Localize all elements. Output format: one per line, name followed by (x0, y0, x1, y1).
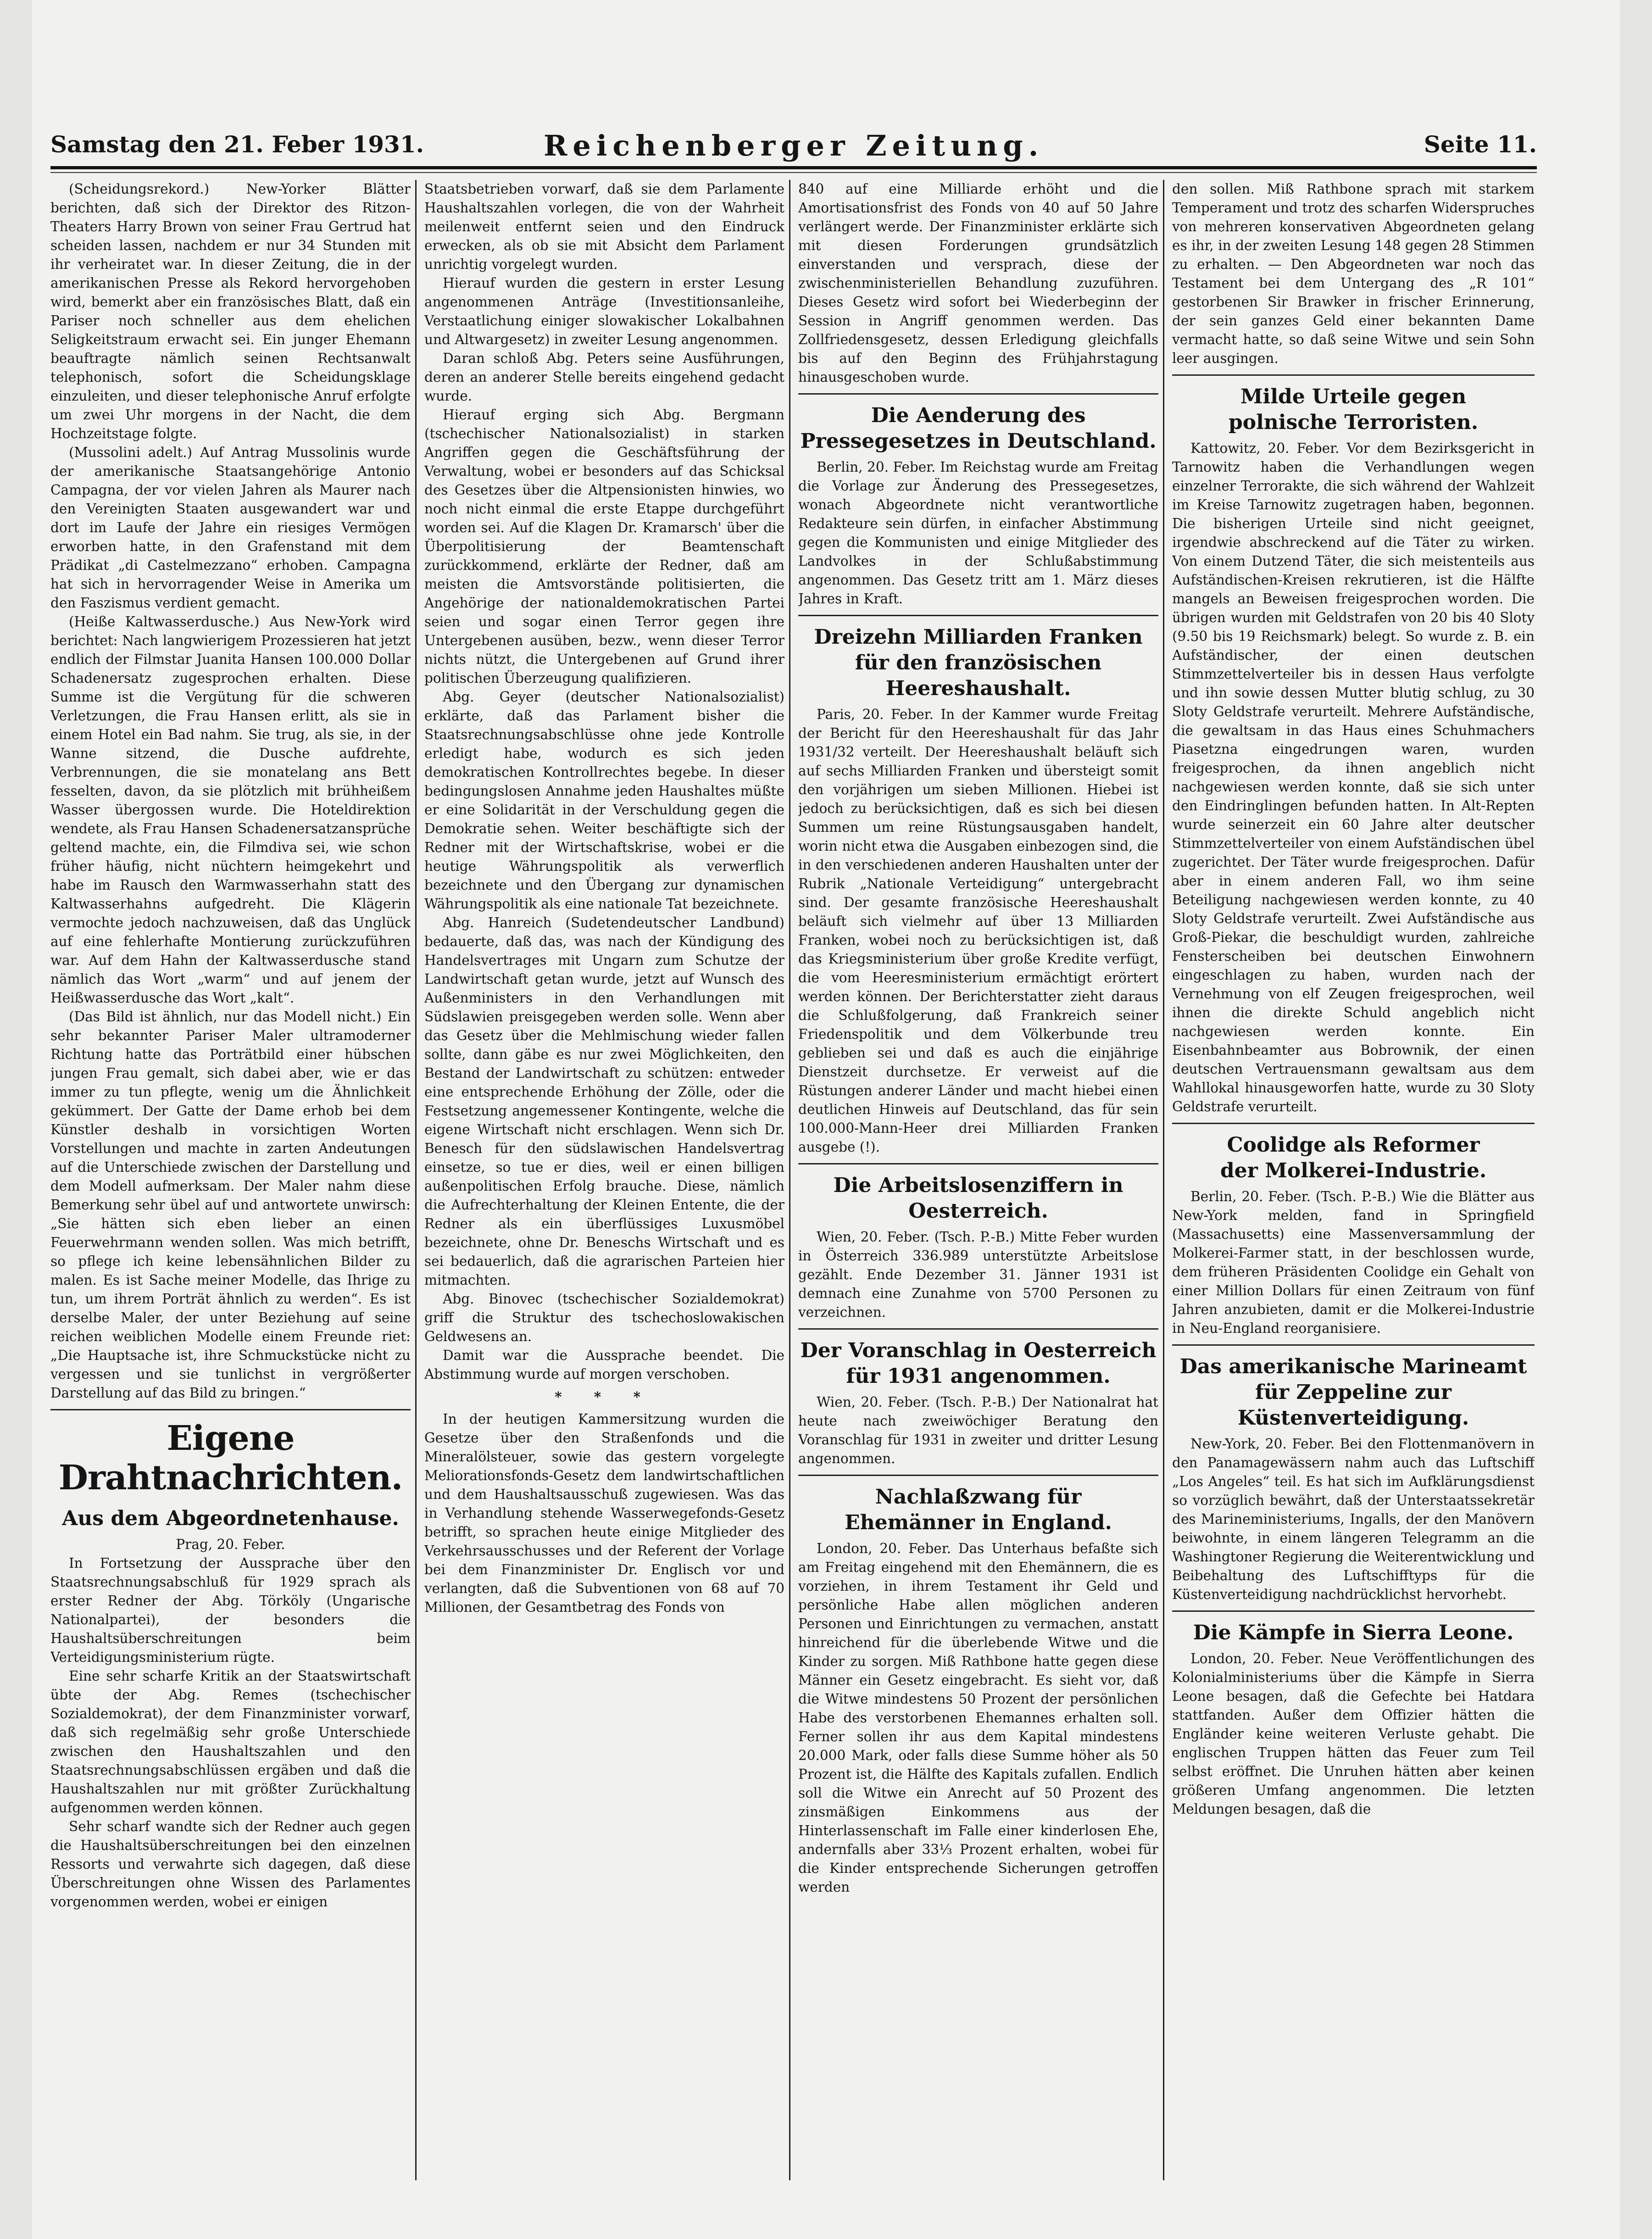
article-paragraph: (Mussolini adelt.) Auf Antrag Mussolinis wurde der amerikanische Staatsangehörige Antonio Campagna, der vor vielen Jahren als Maurer nach den Vereinigten Staaten ausgewandert war und dort im Laufe der Jahre ein riesiges Vermögen erworben hatte, in den Grafenstand mit dem Prädikat „di Castelmezzano“ erhoben. Campagna hat sich in hervorragender Weise in Amerika um den Faszismus verdient gemacht. (50, 445, 411, 611)
article-paragraph: den sollen. Miß Rathbone sprach mit starkem Temperament und trotz des scharfen Widerspruches von mehreren konservativen Abgeordneten gelang es ihr, in der zweiten Lesung 148 gegen 28 Stimmen zu erhalten. — Den Abgeordneten war noch das Testament bei dem Untergang des „R 101“ gestorbenen Sir Brawker in frischer Erinnerung, der sein ganzes Geld einer bekannten Dame vermacht hatte, so daß seine Witwe und sein Sohn leer ausgingen. (1172, 181, 1535, 366)
section-rule (1172, 1123, 1535, 1124)
article-paragraph: In der heutigen Kammersitzung wurden die Gesetze über den Straßenfonds und die Mineralölsteuer, sowie das gestern vorgelegte Meliorationsfonds-Gesetz dem landwirtschaftlichen und dem Haushaltsausschuß zugewiesen. Was das in Verhandlung stehende Wasserwegefonds-Gesetz betrifft, so sprachen heute einige Mitglieder des Verkehrsausschusses und der Referent der Vorlage bei dem Finanzminister Dr. Englisch vor und verlangten, daß die Subventionen von 68 auf 70 Millionen, der Gesamtbetrag des Fonds von (424, 1411, 784, 1615)
article-paragraph: (Das Bild ist ähnlich, nur das Modell nicht.) Ein sehr bekannter Pariser Maler ultramoderner Richtung hatte das Porträtbild einer hübschen jungen Frau gemalt, sich dabei aber, wie er das immer zu tun pflegte, wenig um die Ähnlichkeit gekümmert. Der Gatte der Dame erhob bei dem Künstler deshalb in vorsichtigen Worten Vorstellungen und machte in zarten Andeutungen auf die Unterschiede zwischen der Darstellung und dem Modell aufmerksam. Der Maler nahm diese Bemerkung sehr übel auf und antwortete unwirsch: „Sie hätten sich eben lieber an einen Feuerwehrmann wenden sollen. Was mich betrifft, so pflege ich keine lebensähnlichen Bilder zu malen. Es ist Sache meiner Modelle, das Ihrige zu tun, um ihrem Porträt ähnlich zu werden“. Es ist derselbe Maler, der unter Beziehung auf seine reichen weiblichen Modelle einem Freunde riet: „Die Hauptsache ist, ihre Schmuckstücke nicht zu vergessen und sie tunlichst in vergrößerter Darstellung auf das Bild zu bringen.“ (50, 1009, 411, 1401)
article-paragraph: (Scheidungsrekord.) New-Yorker Blätter berichten, daß sich der Direktor des Ritzon-Theaters Harry Brown von seiner Frau Gertrud hat scheiden lassen, nachdem er nur 34 Stunden mit ihr verheiratet war. In dieser Zeitung, die in der amerikanischen Presse als Rekord hervorgehoben wird, bemerkt aber ein französisches Blatt, daß ein Pariser noch schneller aus dem ehelichen Seligkeitstraum erwacht sei. Ein junger Ehemann beauftragte nämlich seinen Rechtsanwalt telephonisch, sofort die Scheidungsklage einzuleiten, und dieser telephonische Anruf erfolgte um zwei Uhr morgens in der Nacht, die dem Hochzeitstage folgte. (50, 181, 411, 441)
article-heading-line-2: der Molkerei-Industrie. (1220, 1159, 1487, 1182)
article-heading: Nachlaßzwang für (875, 1485, 1082, 1509)
column-3 (798, 180, 1158, 2185)
scan-margin-left (0, 0, 32, 2239)
section-rule (798, 615, 1158, 616)
article-paragraph: In Fortsetzung der Aussprache über den Staatsrechnungsabschluß für 1929 sprach als erster Redner der Abg. Törköly (Ungarische Nationalpartei), der besonders die Haushaltsüberschreitungen beim Verteidigungsministerium rügte. (50, 1555, 411, 1665)
column-divider (415, 180, 417, 2180)
article-paragraph: Abg. Binovec (tschechischer Sozialdemokrat) griff die Struktur des tschechoslowakischen Geldwesens an. (424, 1291, 784, 1344)
article-heading: Die Aenderung des Pressegesetzes in Deutschland. (800, 404, 1157, 453)
article-paragraph: Wien, 20. Feber. (Tsch. P.-B.) Mitte Feber wurden in Österreich 336.989 unterstützte Arbeitslose gezählt. Ende Dezember 31. Jänner 1931 ist demnach eine Zunahme von 5700 Personen zu verzeichnen. (798, 1229, 1158, 1320)
article-paragraph: Damit war die Aussprache beendet. Die Abstimmung wurde auf morgen verschoben. (424, 1348, 784, 1382)
column-divider (1163, 180, 1164, 2180)
article-paragraph: Eine sehr scharfe Kritik an der Staatswirtschaft übte der Abg. Remes (tschechischer Sozialdemokrat), der dem Finanzminister vorwarf, daß sich regelmäßig sehr große Unterschiede zwischen den Haushaltszahlen und den Staatsrechnungsabschlüssen ergäben und daß die Haushaltszahlen nur mit größter Zurückhaltung aufgenommen werden können. (50, 1668, 411, 1816)
column-4 (1172, 180, 1535, 2185)
article-paragraph: Hierauf wurden die gestern in erster Lesung angenommenen Anträge (Investitionsanleihe, Verstaatlichung einiger slowakischer Lokalbahnen und Altwargesetz) in zweiter Lesung angenommen. (424, 275, 784, 347)
article-heading-line-2: Ehemänner in England. (845, 1511, 1112, 1534)
article-paragraph: Hierauf erging sich Abg. Bergmann (tschechischer Nationalsozialist) in starken Angriffen gegen die Geschäftsführung der Verwaltung, wobei er besonders auf das Schicksal des Gesetzes über die Altpensionisten hinwies, wo noch nicht einmal die erste Etappe durchgeführt worden sei. Auf die Klagen Dr. Kramarsch' über die Überpolitisierung der Beamtenschaft zurückkommend, erklärte der Redner, daß am meisten die Amtsvorstände politisierten, die Angehörige der nationaldemokratischen Partei seien und sogar einen Terror gegen ihre Untergebenen ausüben, bezw., wenn dieser Terror nichts nützt, die Untergebenen auf Grund ihrer politischen Überzeugung qualifizieren. (424, 407, 784, 686)
column-2 (424, 180, 784, 2185)
section-rule (798, 1475, 1158, 1476)
section-heading: Eigene Drahtnachrichten. (58, 1419, 403, 1498)
column-divider (789, 180, 790, 2180)
article-paragraph: 840 auf eine Milliarde erhöht und die Amortisationsfrist des Fonds von 40 auf 50 Jahre verlängert werde. Der Finanzminister erklärte sich mit diesen Forderungen grundsätzlich einverstanden und versprach, diese der zwischenministeriellen Behandlung zuzuführen. Dieses Gesetz wird sofort bei Wiederbeginn der Session in Angriff genommen werden. Das Zollfriedensgesetz, dessen Erledigung gleichfalls bis auf den Beginn des Frühjahrstagung hinausgeschoben wurde. (798, 181, 1158, 385)
section-rule (798, 1328, 1158, 1330)
article-paragraph: Daran schloß Abg. Peters seine Ausführungen, deren an anderer Stelle bereits eingehend gedacht wurde. (424, 351, 784, 404)
article-heading: Dreizehn Milliarden Franken für den französischen Heereshaushalt. (814, 625, 1143, 700)
article-heading: Der Voranschlag in Oesterreich für 1931 angenommen. (800, 1339, 1157, 1388)
article-paragraph: Sehr scharf wandte sich der Redner auch gegen die Haushaltsüberschreitungen bei den einzelnen Ressorts und verwahrte sich dagegen, daß diese Überschreitungen ohne Wissen des Parlamentes vorgenommen werden, wobei er einigen (50, 1819, 411, 1910)
page-number: Seite 11. (1424, 131, 1537, 158)
newspaper-title: Reichenberger Zeitung. (543, 129, 1044, 162)
article-paragraph: New-York, 20. Feber. Bei den Flottenmanövern in den Panamagewässern nahm auch das Luftschiff „Los Angeles“ teil. Es hat sich im Aufklärungsdienst so vorzüglich bewährt, daß der Unterstaatssekretär des Marineministeriums, Ingalls, der den Manövern beiwohnte, in einem längeren Telegramm an die Washingtoner Regierung die Weiterentwicklung und Beibehaltung des Luftschifftyps für die Küstenverteidigung nachdrücklichst hervorhebt. (1172, 1436, 1535, 1602)
section-rule (1172, 1610, 1535, 1612)
header-date: Samstag den 21. Feber 1931. (50, 131, 424, 158)
article-heading: Die Arbeitslosenziffern in Oesterreich. (833, 1174, 1124, 1223)
section-separator: * * * (555, 1389, 654, 1405)
article-heading: Coolidge als Reformer (1227, 1133, 1480, 1157)
section-rule (1172, 1344, 1535, 1346)
article-paragraph: (Heiße Kaltwasserdusche.) Aus New-York wird berichtet: Nach langwierigem Prozessieren hat jetzt endlich der Filmstar Juanita Hansen 100.000 Dollar Schadenersatz zugesprochen erhalten. Diese Summe ist die Vergütung für die schweren Verletzungen, die Frau Hansen erlitt, als sie in einem Hotel ein Bad nahm. Sie trug, als sie, in der Wanne sitzend, die Dusche aufdrehte, Verbrennungen, die sie monatelang ans Bett fesselten, davon, da sie plötzlich mit brühheißem Wasser übergossen wurde. Die Hoteldirektion wendete, als Frau Hansen Schadenersatzansprüche geltend machte, ein, die Filmdiva sei, wie schon früher häufig, nicht nüchtern heimgekehrt und habe im Rausch den Warmwasserhahn statt des Kaltwasserhahns aufgedreht. Die Klägerin vermochte jedoch nachzuweisen, daß das Unglück auf eine fehlerhafte Montierung zurückzuführen war. Auf dem Hahn der Kaltwasserdusche stand nämlich das Wort „warm“ und auf jenem der Heißwasserdusche das Wort „kalt“. (50, 614, 411, 1006)
column-1 (50, 180, 411, 2185)
article-paragraph: Staatsbetrieben vorwarf, daß sie dem Parlamente Haushaltszahlen vorlegen, die von der Wahrheit meilenweit entfernt seien und den Eindruck erwecken, als ob sie mit Absicht dem Parlament unrichtig vorgelegt wurden. (424, 181, 784, 272)
article-heading-line-2: polnische Terroristen. (1228, 411, 1479, 434)
article-paragraph: Berlin, 20. Feber. Im Reichstag wurde am Freitag die Vorlage zur Änderung des Pressegesetzes, wonach Abgeordnete nicht verantwortliche Redakteure sein dürfen, in einfacher Abstimmung gegen die Kommunisten und einige Mitglieder des Landvolkes in der Schlußabstimmung angenommen. Das Gesetz tritt am 1. März dieses Jahres in Kraft. (798, 459, 1158, 607)
article-paragraph: Abg. Hanreich (Sudetendeutscher Landbund) bedauerte, daß das, was nach der Kündigung des Handelsvertrages mit Ungarn zum Schutze der Landwirtschaft getan wurde, jetzt auf Wunsch des Außenministers in den Verhandlungen mit Südslawien preisgegeben werden solle. Wenn aber das Gesetz über die Mehlmischung wieder fallen sollte, dann gäbe es nur zwei Möglichkeiten, den Bestand der Landwirtschaft zu schützen: entweder eine entsprechende Erhöhung der Zölle, oder die Festsetzung angemessener Kontingente, welche die eigene Wirtschaft nicht erschlagen. Wenn sich Dr. Benesch für den südslawischen Handelsvertrag einsetze, so tue er dies, weil er einen billigen außenpolitischen Erfolg brauche. Diese, nämlich die Aufrechterhaltung der Kleinen Entente, die der Redner als ein überflüssiges Luxusmöbel bezeichnete, ohne Dr. Beneschs Wirtschaft und es sei bedauerlich, daß die agrarischen Parteien hier mitmachten. (424, 915, 784, 1288)
article-paragraph: Berlin, 20. Feber. (Tsch. P.-B.) Wie die Blätter aus New-York melden, fand in Springfield (Massachusetts) eine Massenversammlung der Molkerei-Farmer statt, in der beschlossen wurde, dem früheren Präsidenten Coolidge ein Gehalt von einer Million Dollars für einen Zeitraum von fünf Jahren anzubieten, damit er die Molkerei-Industrie in Neu-England reorganisiere. (1172, 1189, 1535, 1336)
article-heading: Aus dem Abgeordnetenhause. (62, 1507, 399, 1530)
article-heading: Das amerikanische Marineamt für Zeppeline zur Küstenverteidigung. (1179, 1355, 1527, 1430)
section-rule (50, 1409, 411, 1410)
article-heading: Die Kämpfe in Sierra Leone. (1193, 1621, 1514, 1644)
article-heading: Milde Urteile gegen (1240, 385, 1467, 408)
scan-margin-right (1620, 0, 1652, 2239)
article-paragraph: Kattowitz, 20. Feber. Vor dem Bezirksgericht in Tarnowitz haben die Verhandlungen wegen einzelner Terrorakte, die sich während der Wahlzeit im Kreise Tarnowitz zugetragen haben, begonnen. Die bisherigen Urteile sind nicht geeignet, irgendwie abschreckend auf die Täter zu wirken. Von einem Dutzend Täter, die sich meistenteils aus Aufständischen-Kreisen rekrutieren, ist die Hälfte mangels an Beweisen freigesprochen worden. Die übrigen wurden mit Geldstrafen von 20 bis 40 Sloty (9.50 bis 19 Reichsmark) belegt. So wurde z. B. ein Aufständischer, der einen deutschen Stimmzettelverteiler bis in dessen Haus verfolgte und ihn sowie dessen Mutter blutig schlug, zu 30 Sloty Geldstrafe verurteilt. Mehrere Aufständische, die gewaltsam in das Haus eines Schuhmachers Piasetzna eingedrungen waren, wurden freigesprochen, da ihnen angeblich nicht nachgewiesen werden konnte, daß sie sich unter den Eindringlingen befunden hatten. In Alt-Repten wurde seinerzeit ein 60 Jahre alter deutscher Stimmzettelverteiler von einem Aufständischen übel zugerichtet. Der Täter wurde freigesprochen. Dafür aber in einem anderen Fall, wo ihm seine Beteiligung nachgewiesen werden konnte, zu 40 Sloty Geldstrafe verurteilt. Zwei Aufständische aus Groß-Piekar, die beschuldigt wurden, zahlreiche Fensterscheiben bei deutschen Einwohnern eingeschlagen zu haben, wurden nach der Vernehmung von elf Zeugen freigesprochen, weil ihnen die direkte Schuld angeblich nicht nachgewiesen werden konnte. Ein Eisenbahnbeamter aus Bobrownik, der einen deutschen Vertrauensmann gewaltsam aus dem Wahllokal hinausgeworfen hatte, wurde zu 30 Sloty Geldstrafe verurteilt. (1172, 440, 1535, 1114)
header-rule-thin (50, 172, 1537, 173)
article-paragraph: Wien, 20. Feber. (Tsch. P.-B.) Der Nationalrat hat heute nach zweiwöchiger Beratung den Voranschlag für 1931 in zweiter und dritter Lesung angenommen. (798, 1394, 1158, 1466)
article-paragraph: London, 20. Feber. Neue Veröffentlichungen des Kolonialministeriums über die Kämpfe in Sierra Leone besagen, daß die Gefechte bei Hatdara stattfanden. Außer dem Offizier hätten die Engländer keine weiteren Verluste gehabt. Die englischen Truppen hätten das Feuer zum Teil selbst eröffnet. Die Unruhen hätten aber keinen größeren Umfang angenommen. Die letzten Meldungen besagen, daß die (1172, 1651, 1535, 1817)
section-rule (1172, 374, 1535, 376)
article-paragraph: Paris, 20. Feber. In der Kammer wurde Freitag der Bericht für den Heereshaushalt für das Jahr 1931/32 verteilt. Der Heereshaushalt beläuft sich auf sechs Milliarden Franken und übersteigt somit den vorjährigen um sieben Millionen. Hiebei ist jedoch zu berücksichtigen, daß es sich bei diesen Summen um reine Rüstungsausgaben handelt, worin nicht etwa die Ausgaben einbezogen sind, die in den verschiedenen anderen Haushalten unter der Rubrik „Nationale Verteidigung“ untergebracht sind. Der gesamte französische Heereshaushalt beläuft sich vielmehr auf über 13 Milliarden Franken, wobei noch zu berücksichtigen ist, daß das Kriegsministerium über große Kredite verfügt, die vom Heeresministerium ermächtigt erörtert werden können. Der Berichterstatter zieht daraus die Schlußfolgerung, daß Frankreich seiner Friedenspolitik und dem Völkerbunde treu geblieben sei und daß es auch die einjährige Dienstzeit durchsetze. Er verweist auf die Rüstungen anderer Länder und macht hiebei einen deutlichen Hinweis auf Deutschland, das für sein 100.000-Mann-Heer drei Milliarden Franken ausgebe (!). (798, 707, 1158, 1155)
header-rule (50, 166, 1537, 169)
article-paragraph: Abg. Geyer (deutscher Nationalsozialist) erklärte, daß das Parlament bisher die Staatsrechnungsabschlüsse ohne jede Kontrolle erledigt habe, wodurch es sich jeden demokratischen Kontrollrechtes begebe. In dieser bedingungslosen Annahme jeden Haushaltes müßte er eine Solidarität in der Verschuldung gegen die Demokratie sehen. Weiter beschäftigte sich der Redner mit der Wirtschaftskrise, wobei er die heutige Währungspolitik als verwerflich bezeichnete und den Übergang zur dynamischen Währungspolitik als eine nationale Tat bezeichnete. (424, 689, 784, 912)
section-rule (798, 1163, 1158, 1164)
section-rule (798, 393, 1158, 395)
dateline: Prag, 20. Feber. (176, 1537, 285, 1552)
article-paragraph: London, 20. Feber. Das Unterhaus befaßte sich am Freitag eingehend mit den Ehemännern, die es vorziehen, in ihrem Testament ihr Geld und persönliche Habe allen möglichen anderen Personen und Einrichtungen zu vermachen, anstatt hinreichend für die überlebende Witwe und die Kinder zu sorgen. Miß Rathbone hatte gegen diese Männer ein Gesetz eingebracht. Es sieht vor, daß die Witwe mindestens 50 Prozent der persönlichen Habe des verstorbenen Ehemannes erhalten soll. Ferner sollen ihr aus dem Kapital mindestens 20.000 Mark, oder falls diese Summe höher als 50 Prozent ist, die Hälfte des Kapitals zufallen. Endlich soll die Witwe ein Anrecht auf 50 Prozent des zinsmäßigen Einkommens aus der Hinterlassenschaft im Falle einer kinderlosen Ehe, andernfalls aber 33⅓ Prozent erhalten, wobei für die Kinder entsprechende Sicherungen getroffen werden (798, 1541, 1158, 1895)
